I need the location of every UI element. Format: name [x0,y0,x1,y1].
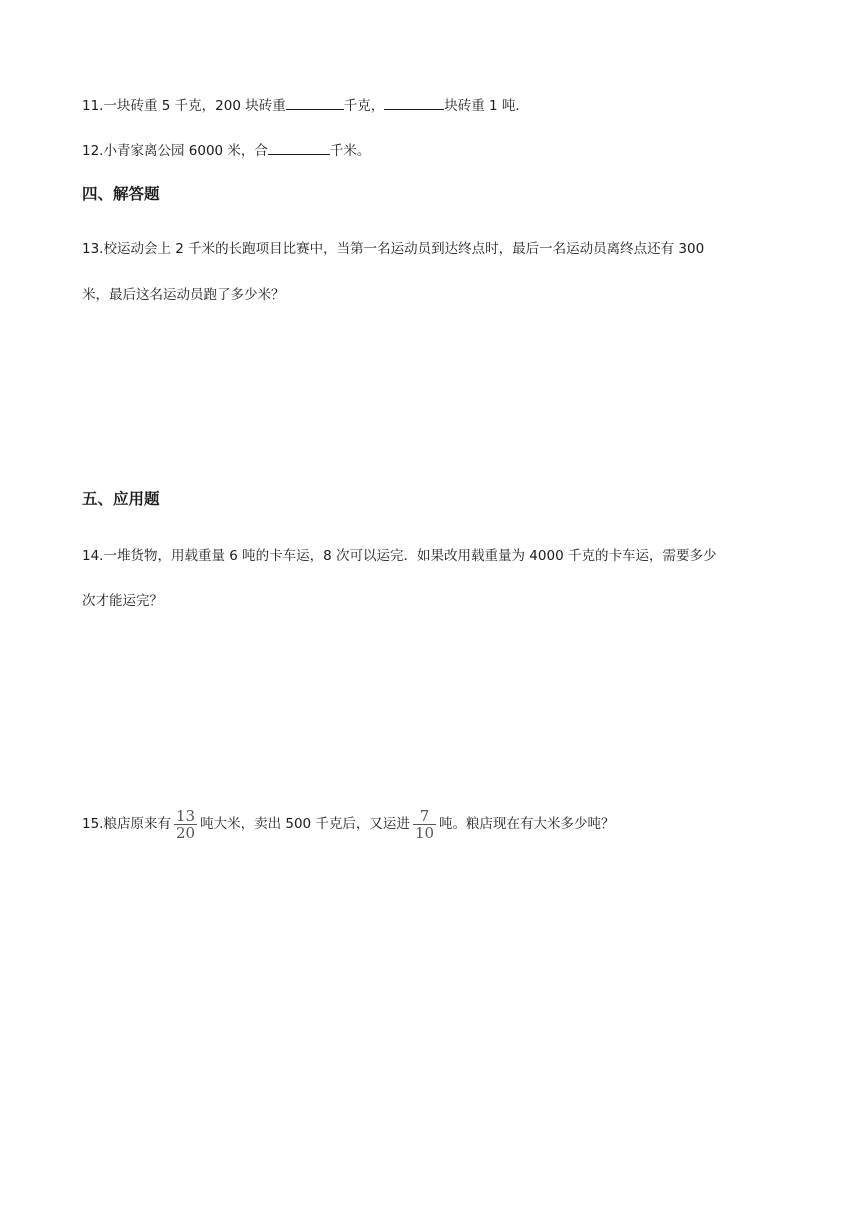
question-15 [82,806,615,842]
question-11 [82,95,529,116]
question-14-line-1: 14.一堆货物，用载重量 6 吨的卡车运，8 次可以运完．如果改用载重量为 4000 千克的卡车运，需要多少 [82,548,717,564]
fraction-numerator: 7 [419,806,430,825]
fraction-13-20 [174,808,197,841]
q15-text-1: 15.粮店原来有 [82,816,171,832]
q11-text-1: 11.一块砖重 5 千克，200 块砖重 [82,98,286,114]
q11-text-2: 千克， [343,98,385,114]
q12-text-2: 千米。 [329,143,371,159]
section-4-heading: 四、解答题 [82,185,160,203]
q15-text-2: 吨大米，卖出 500 千克后，又运进 [200,816,410,832]
q12-text-1: 12.小青家离公园 6000 米，合 [82,143,268,159]
question-14-line-2: 次才能运完？ [82,593,163,609]
question-13-line-2: 米，最后这名运动员跑了多少米？ [82,287,285,303]
fraction-7-10 [413,808,436,841]
q11-blank-1 [286,95,344,110]
question-13-line-1: 13.校运动会上 2 千米的长跑项目比赛中，当第一名运动员到达终点时，最后一名运动员离终点还有 300 [82,241,705,257]
section-5-heading: 五、应用题 [82,490,160,508]
fraction-denominator: 10 [414,823,435,842]
fraction-numerator: 13 [175,806,196,825]
question-12 [82,140,370,161]
q11-text-3: 块砖重 1 吨． [444,98,529,114]
q15-text-3: 吨。粮店现在有大米多少吨？ [439,816,615,832]
q12-blank-1 [268,140,330,155]
fraction-denominator: 20 [175,823,196,842]
q11-blank-2 [384,95,444,110]
